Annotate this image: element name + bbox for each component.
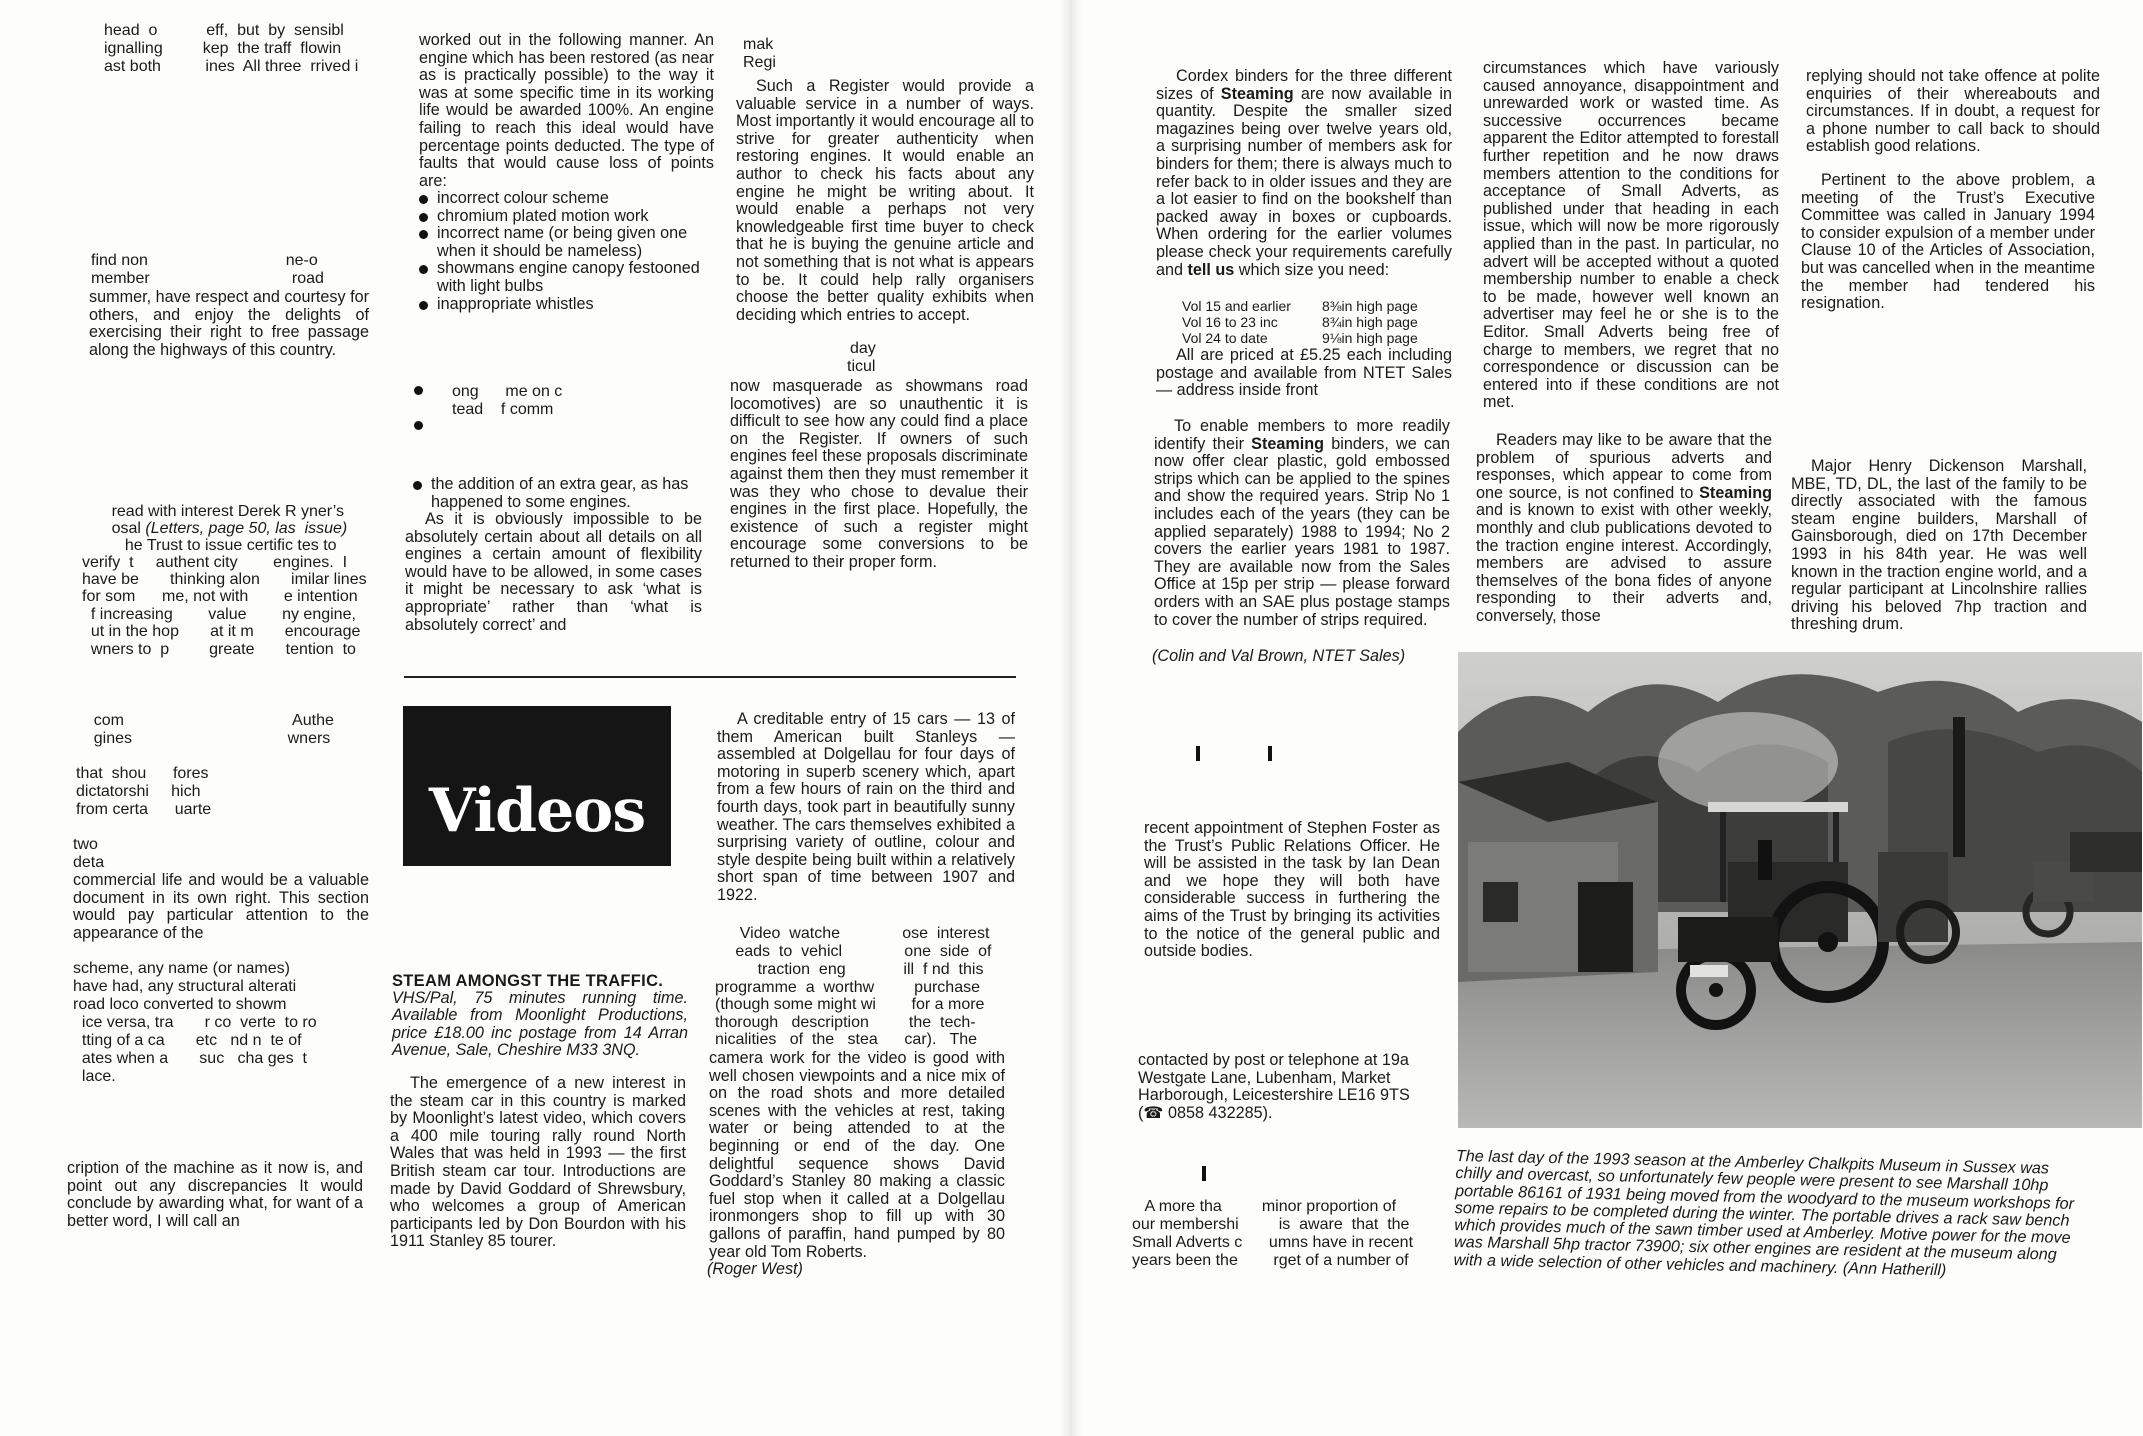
col2-fragment: ong me on c xyxy=(452,383,563,400)
col1-fragment: ates when a suc cha ges t xyxy=(73,1050,307,1067)
obituary-paragraph: Major Henry Dickenson Marshall, MBE, TD, DL, the last of the family to be directly associated with the famous steam engine builders, Marshall of Gainsborough, died on 17th December 1993 in his 84th year. He was well known in the traction engine world, and a regular participant at Lincolnshire rallies driving his beloved 7hp traction and threshing drum. xyxy=(1791,457,2087,634)
fault-list xyxy=(417,190,714,313)
col2-paragraph: worked out in the following manner. An engine which has been restored (as near as is practically possible) to the way it was at some specific time in its working life would be awarded 100%. An engine failing to reach this ideal would have percentage points deducted. The type of faults that would cause loss of points are: xyxy=(419,31,714,190)
volume-row: Vol 24 to date 9⅛in high page xyxy=(1182,330,1418,346)
fault-list-item: showmans engine canopy festooned with light bulbs xyxy=(417,260,714,295)
fault-list-item: incorrect colour scheme xyxy=(417,190,714,208)
photo-caption: The last day of the 1993 season at the Amberley Chalkpits Museum in Sussex was chilly and overcast, so unfortunately few people were present to see Marshall 10hp portable 86161 of 1931 being moved from the woodyard to the museum workshops for some repairs to be completed during the winter. The portable drives a rack saw bench which provides much of the sawn timber used at Amberley. Motive power for the move was Marshall 5hp tractor 73900; six other engines are resident at the museum along with a wide selection of other vehicles and machinery. (Ann Hatherill) xyxy=(1453,1147,2075,1280)
strips-credit: (Colin and Val Brown, NTET Sales) xyxy=(1152,647,1406,665)
review-heading: STEAM AMONGST THE TRAFFIC. xyxy=(392,972,664,990)
review-fragment: programme a worthw purchase xyxy=(715,979,980,996)
page-gutter xyxy=(1060,0,1082,1436)
separator-mark xyxy=(1196,746,1200,761)
adverts-paragraph: Readers may like to be aware that the problem of spurious adverts and responses, which appear to come from one source, is not confined to Steaming and is known to exist with other weekly, monthly and club publications devoted to the traction engine interest. Accordingly, members are advised to assure themselves of the bona fides of anyone responding to their adverts and, conversely, those xyxy=(1476,431,1772,625)
review-paragraph: A creditable entry of 15 cars — 13 of them American built Stanleys — assembled at Dolgellau for four days of motoring in superb scenery which, apart from a few hours of rain on the third and fourth days, took part in beautifully sunny weather. The cars themselves exhibited a surprising variety of outline, colour and style despite being built within a relatively short span of time between 1907 and 1922. xyxy=(717,710,1015,904)
fault-list-item: the addition of an extra gear, as has happened to some engines. xyxy=(411,476,711,511)
col2-paragraph: As it is obviously impossible to be absolutely certain about all details on all engines a certain amount of flexibility would have to be allowed, in some cases it might be necessary to ask ‘what is appropriate’ rather than ‘what is absolutely correct’ and xyxy=(405,510,702,634)
col1-fragment: osal (Letters, page 50, las issue) xyxy=(76,520,348,537)
col3-paragraph: now masquerade as showmans road locomotives) are so unauthentic it is difficult to see how any could find a place on the Register. If owners of such engines feel these proposals discriminate against them then they must remember it was they who chose to devalue their engines in the first place. Hopefully, the existence of such a register might encourage some conversions to be returned to their proper form. xyxy=(730,377,1028,571)
col1-fragment: ast both ines All three rrived i xyxy=(104,58,359,75)
col1-paragraph: cription of the machine as it now is, and point out any discrepancies It would conclude by awarding what, for want of a better word, I will call an xyxy=(67,1159,363,1230)
col1-fragment: scheme, any name (or names) xyxy=(73,960,290,977)
minor-fragment: our membershi is aware that the xyxy=(1132,1216,1410,1233)
review-credit: (Roger West) xyxy=(707,1260,803,1278)
col1-fragment: read with interest Derek R yner’s xyxy=(76,503,344,520)
binders-paragraph: All are priced at £5.25 each including postage and available from NTET Sales — address inside front xyxy=(1156,346,1452,400)
separator-mark xyxy=(1202,1166,1206,1181)
fault-list-continued xyxy=(411,476,711,511)
volume-size-table xyxy=(1182,298,1472,346)
col1-fragment: dictatorshi hich xyxy=(76,783,201,800)
col1-fragment: ut in the hop at it m encourage xyxy=(82,623,361,640)
separator-mark xyxy=(1268,746,1272,761)
col3-fragment: day xyxy=(850,340,876,357)
col1-fragment: road loco converted to showm xyxy=(73,996,287,1013)
col1-fragment: ignalling kep the traff flowin xyxy=(104,40,342,57)
fault-list-item: inappropriate whistles xyxy=(417,296,714,314)
col1-fragment: from certa uarte xyxy=(76,801,212,818)
section-rule xyxy=(404,676,1016,678)
fault-list-item: incorrect name (or being given one when it should be nameless) xyxy=(417,225,714,260)
col1-fragment: member road xyxy=(91,270,324,287)
pr-officer-paragraph: recent appointment of Stephen Foster as the Trust’s Public Relations Officer. He will be assisted in the task by Ian Dean and we hope they will both have considerable success in furthering the aims of the Trust by bringing its activities to the notice of the general public and outside bodies. xyxy=(1144,819,1440,961)
volume-row: Vol 16 to 23 inc 8¾in high page xyxy=(1182,314,1418,330)
review-fragment: Video watche ose interest xyxy=(722,925,990,942)
col3-fragment: mak xyxy=(743,36,774,53)
col1-fragment: that shou fores xyxy=(76,765,209,782)
minor-fragment: A more tha minor proportion of xyxy=(1132,1198,1397,1215)
col1-paragraph: commercial life and would be a valuable document in its own right. This section would pay particular attention to the appearance of the xyxy=(73,871,369,942)
col1-fragment: have had, any structural alterati xyxy=(73,978,297,995)
videos-section-banner xyxy=(403,706,671,866)
minor-fragment: Small Adverts c umns have in recent xyxy=(1132,1234,1414,1251)
review-paragraph: The emergence of a new interest in the steam car in this country is marked by Moonlight’s latest video, which covers a 400 mile touring rally round North Wales that was held in 1993 — the first British steam car tour. Introductions are made by David Goddard of Shrewsbury, who welcomes a group of American participants led by Don Bourdon with his 1911 Stanley 85 tourer. xyxy=(390,1074,686,1251)
col1-fragment: lace. xyxy=(73,1068,116,1085)
col1-fragment: verify t authent city engines. I xyxy=(82,554,348,571)
review-fragment: (though some might wi for a more xyxy=(715,996,985,1013)
col2-fragment: tead f comm xyxy=(452,401,554,418)
col1-fragment: find non ne-o xyxy=(91,252,318,269)
col1-fragment: he Trust to issue certific tes to xyxy=(76,537,337,554)
col1-fragment: for som me, not with e intention xyxy=(82,588,358,605)
minor-fragment: years been the rget of a number of xyxy=(1132,1252,1409,1269)
col3-fragment: Regi xyxy=(743,54,776,71)
traction-engine-photo xyxy=(1458,652,2142,1128)
col1-paragraph: summer, have respect and courtesy for others, and enjoy the delights of exercising their right to free passage along the highways of this country. xyxy=(89,288,369,359)
committee-paragraph: replying should not take offence at polite enquiries of their whereabouts and circumstances. If in doubt, a request for a phone number to call back to should establish good relations. xyxy=(1806,67,2100,156)
strips-paragraph: To enable members to more readily identify their Steaming binders, we can now offer clear plastic, gold embossed strips which can be applied to the spines and show the required years. Strip No 1 includes each of the years (they can be applied separately) 1988 to 1994; No 2 covers the earlier years 1981 to 1987. They are available now from the Sales Office at 15p per strip — please forward orders with an SAE plus postage stamps to cover the number of strips required. xyxy=(1154,417,1451,629)
fault-list-item: chromium plated motion work xyxy=(417,208,714,226)
review-paragraph: camera work for the video is good with well chosen viewpoints and a nice mix of on the road shots and more detailed scenes with the vehicles at rest, taking water or being attended to at the beginning or end of the day. One delightful sequence shows David Goddard’s Stanley 80 making a classic fuel stop when it called at a Dolgellau ironmongers shop to fill up with 30 gallons of paraffin, hand pumped by 80 year old Tom Roberts. xyxy=(709,1049,1005,1261)
adverts-paragraph: circumstances which have variously caused annoyance, disappointment and unrewarded work or wasted time. As successive occurrences became apparent the Editor attempted to forestall further repetition and he now draws members attention to the conditions for acceptance of Small Adverts, as published under that heading in each issue, which will now be more rigorously applied than in the past. In particular, no advert will be accepted without a quoted membership number to enable a check to be made, however well known an advertiser may feel he or she is to the Editor. Small Adverts being free of charge to members, we regret that no correspondence or discussion can be entered into if these conditions are not met. xyxy=(1483,59,1779,412)
review-meta: VHS/Pal, 75 minutes running time. Available from Moonlight Productions, price £18.00 inc postage from 14 Arran Avenue, Sale, Cheshire M33 3NQ. xyxy=(392,989,688,1060)
col1-fragment: have be thinking alon imilar lines xyxy=(82,571,367,588)
col1-fragment: head o eff, but by sensibl xyxy=(104,22,344,39)
col3-fragment: ticul xyxy=(847,358,876,375)
volume-row: Vol 15 and earlier 8⅜in high page xyxy=(1182,298,1418,314)
col1-fragment: two xyxy=(73,836,98,853)
col1-fragment: wners to p greate tention to xyxy=(82,641,356,658)
col1-fragment: gines wners xyxy=(76,730,331,747)
bullet xyxy=(414,386,423,395)
col1-fragment: com Authe xyxy=(76,712,334,729)
bullet xyxy=(414,421,423,430)
col1-fragment: deta xyxy=(73,854,105,871)
col1-fragment: f increasing value ny engine, xyxy=(82,606,356,623)
review-fragment: eads to vehicl one side of xyxy=(722,943,992,960)
videos-title: Videos xyxy=(428,776,646,846)
review-fragment: traction eng ill f nd this xyxy=(722,961,984,978)
committee-paragraph: Pertinent to the above problem, a meeting of the Trust’s Executive Committee was called in January 1994 to consider expulsion of a member under Clause 10 of the Articles of Association, but was cancelled when in the meantime the member had tendered his resignation. xyxy=(1801,171,2095,313)
col3-paragraph: Such a Register would provide a valuable service in a number of ways. Most importantly it would encourage all to strive for greater authenticity when restoring engines. It would enable an author to check his facts about any engine he might be writing about. It would enable a perhaps not very knowledgeable first time buyer to check that he is buying the genuine article and not something that is not what is appears to be. It could help rally organisers choose the better quality exhibits when deciding which entries to accept. xyxy=(736,77,1034,324)
binders-paragraph: Cordex binders for the three different sizes of Steaming are now available in quantity. Despite the smaller sized magazines being over twelve years old, a surprising number of members ask for binders for them; there is always much to refer back to in older issues and they are a lot easier to find on the bookshelf than packed away in boxes or cupboards. When ordering for the earlier volumes please check your requirements carefully and tell us which size you need: xyxy=(1156,67,1452,279)
contact-paragraph: contacted by post or telephone at 19a Westgate Lane, Lubenham, Market Harborough, Leicestershire LE16 9TS (☎ 0858 432285). xyxy=(1138,1051,1410,1122)
col1-fragment: tting of a ca etc nd n te of xyxy=(73,1032,302,1049)
col1-fragment: ice versa, tra r co verte to ro xyxy=(73,1014,317,1031)
review-fragment: nicalities of the stea car). The xyxy=(715,1031,978,1048)
review-fragment: thorough description the tech- xyxy=(715,1014,976,1031)
